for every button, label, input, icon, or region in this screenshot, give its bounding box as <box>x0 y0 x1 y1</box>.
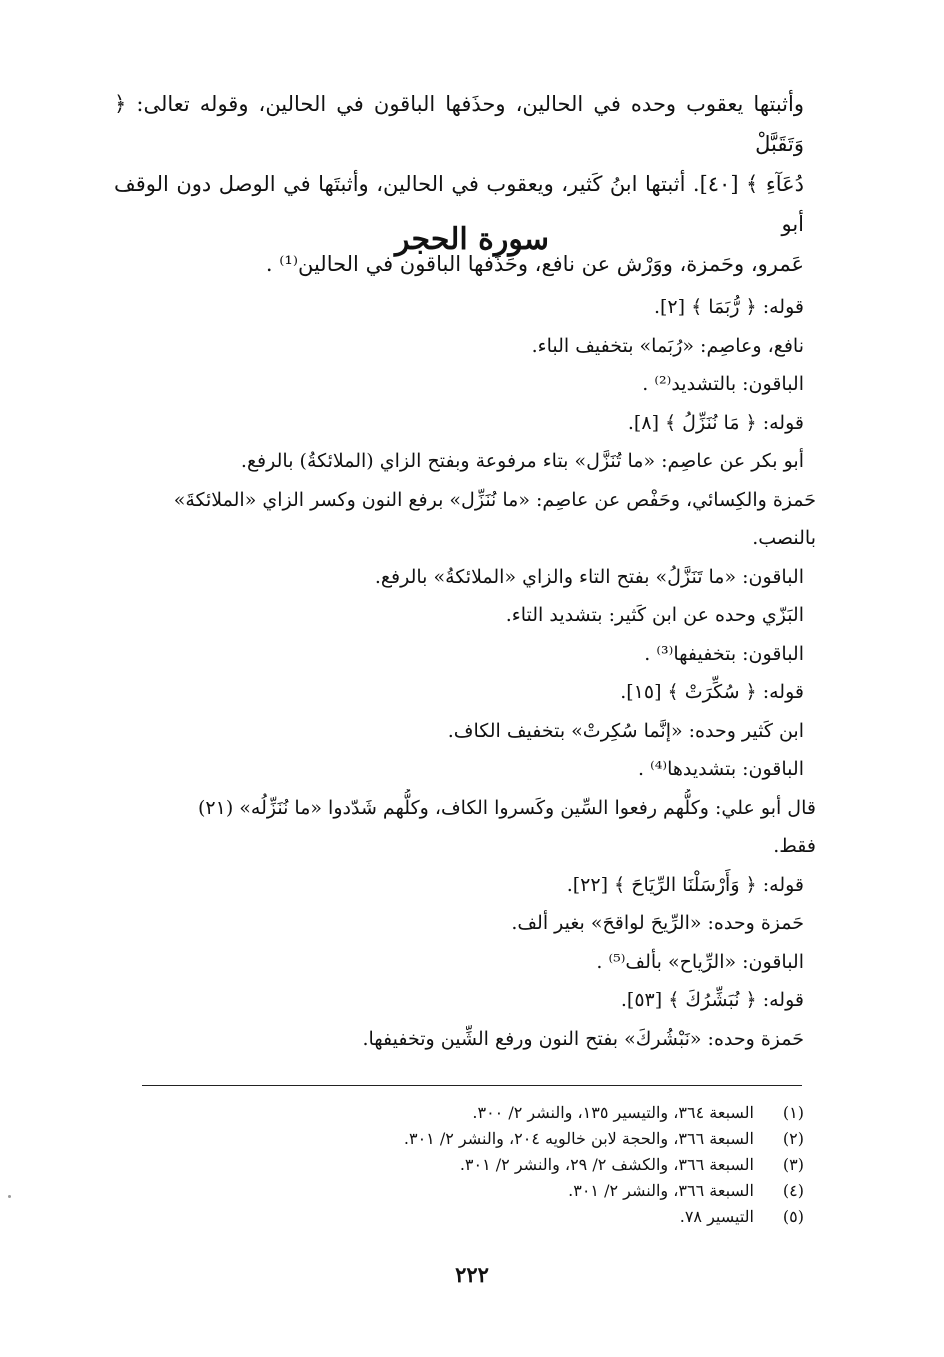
surah-title: سورة الحجر <box>394 222 550 257</box>
footnote <box>104 1204 804 1230</box>
main-text <box>64 288 816 1058</box>
footnote <box>104 1178 804 1204</box>
text-line: حَمزة وحده: «نَبْشُركَ» بفتح النون ورفع الشِّين وتخفيفها. <box>362 1027 804 1050</box>
page-number: ٢٢٢ <box>455 1262 489 1287</box>
text-line: قوله: ﴿ مَا نُنَزِّلُ ﴾ [٨]. <box>627 411 804 434</box>
text-line: قوله: ﴿ رُّبَمَا ﴾ [٢]. <box>653 296 804 318</box>
text-line: حَمزة والكِسائي، وحَفْص عن عاصِم: «ما نُنَزِّل» برفع النون وكسر الزاي «الملائكةَ» <box>173 488 816 511</box>
footnote-text: السبعة ٣٦٦، والحجة لابن خالويه ٢٠٤، والنشر ٢/ ٣٠١. <box>403 1129 754 1148</box>
text-line: قال أبو علي: وكلُّهم رفعوا السِّين وكَسروا الكاف، وكلُّهم شَدّدوا «ما نُنَزِّلُه» (٢١) <box>197 796 816 819</box>
scan-speck <box>8 1195 11 1198</box>
footnote-text: التيسير ٧٨. <box>679 1207 754 1226</box>
text-line: ابن كَثير وحده: «إنَّما سُكِرتْ» بتخفيف الكاف. <box>447 719 804 742</box>
footnote-number: (٥) <box>782 1207 804 1226</box>
text-line: الباقون: «ما تَنَزَّلُ» بفتح التاء والزاي «الملائكةُ» بالرفع. <box>374 565 804 588</box>
text-line: نافع، وعاصِم: «رُبَما» بتخفيف الباء. <box>531 334 804 357</box>
footnotes <box>104 1100 804 1230</box>
footnote <box>104 1126 804 1152</box>
footnote-separator <box>142 1085 802 1086</box>
footnote-number: (٣) <box>782 1155 804 1174</box>
text-line: الباقون: بالتشديد⁽²⁾ . <box>642 373 804 395</box>
text-line: الباقون: بتشديدها⁽⁴⁾ . <box>638 758 804 780</box>
intro-line: عَمرو، وحَمزة، ووَرْش عن نافع، وحَذَفها الباقون في الحالين⁽¹⁾ . <box>265 252 804 276</box>
footnote <box>104 1152 804 1178</box>
text-line: قوله: ﴿ سُكِّرَتْ ﴾ [١٥]. <box>620 681 804 703</box>
intro-line: دُعَآءِ ﴾ [٤٠]. أثبتها ابنُ كَثير، ويعقوب في الحالين، وأثبتَها في الوصل دون الوقف أبو <box>114 172 804 236</box>
footnote-text: السبعة ٣٦٤، والتيسير ١٣٥، والنشر ٢/ ٣٠٠. <box>472 1103 754 1122</box>
text-line: الباقون: «الرِّياح» بألف⁽⁵⁾ . <box>596 950 804 973</box>
text-line: بالنصب. <box>752 527 816 549</box>
text-line: فقط. <box>773 835 816 857</box>
text-line: الباقون: بتخفيفها⁽³⁾ . <box>644 642 804 665</box>
text-line: قوله: ﴿ نُبَشِّرُكَ ﴾ [٥٣]. <box>620 989 804 1011</box>
text-line: البَزّي وحده عن ابن كَثير: بتشديد التاء. <box>505 604 804 626</box>
footnote-number: (٢) <box>782 1129 804 1148</box>
footnote-number: (١) <box>782 1103 804 1122</box>
text-line: أبو بكر عن عاصِم: «ما تُنَزَّل» بتاء مرفوعة وبفتح الزاي (الملائكةُ) بالرفع. <box>240 450 804 472</box>
intro-line: وأثبتها يعقوب وحده في الحالين، وحذَفها الباقون في الحالين، وقوله تعالى: ﴿ وَتَقَبَّلْ <box>114 92 804 156</box>
text-line: حَمزة وحده: «الرِّيحَ لواقحَ» بغير ألف. <box>511 912 804 934</box>
footnote-text: السبعة ٣٦٦، والنشر ٢/ ٣٠١. <box>568 1181 754 1200</box>
footnote <box>104 1100 804 1126</box>
footnote-text: السبعة ٣٦٦، والكشف ٢/ ٢٩، والنشر ٢/ ٣٠١. <box>459 1155 754 1174</box>
text-line: قوله: ﴿ وَأَرْسَلْنَا الرِّيَاحَ ﴾ [٢٢]. <box>566 873 804 896</box>
footnote-number: (٤) <box>782 1181 804 1200</box>
